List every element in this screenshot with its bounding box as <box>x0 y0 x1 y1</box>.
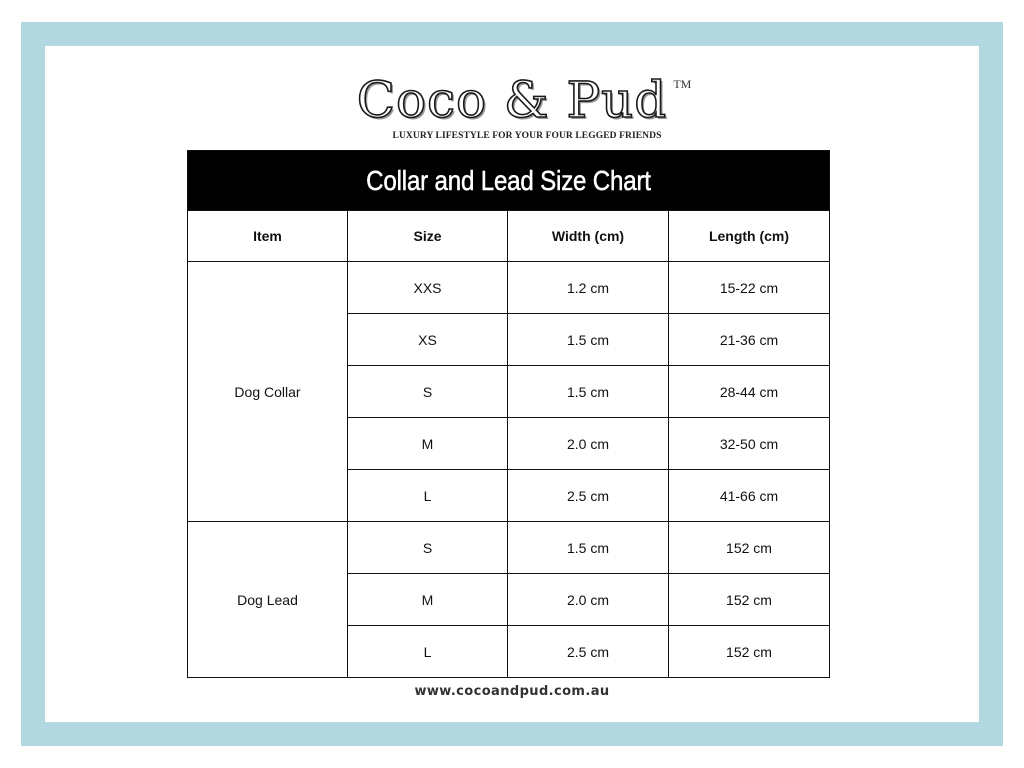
size-cell: S <box>348 366 508 418</box>
length-cell: 152 cm <box>669 626 830 678</box>
trademark-symbol: TM <box>673 77 692 91</box>
size-cell: L <box>348 626 508 678</box>
size-cell: L <box>348 470 508 522</box>
brand-logo <box>0 72 1024 128</box>
size-cell: XXS <box>348 262 508 314</box>
size-chart-table <box>187 150 830 678</box>
width-cell: 1.2 cm <box>508 262 669 314</box>
size-cell: M <box>348 574 508 626</box>
width-cell: 1.5 cm <box>508 314 669 366</box>
width-cell: 2.0 cm <box>508 418 669 470</box>
brand-logo-wordmark <box>356 71 692 129</box>
chart-title: Collar and Lead Size Chart <box>366 164 651 196</box>
brand-name: Coco & Pud <box>356 71 668 129</box>
chart-title-cell <box>188 151 830 211</box>
length-cell: 28-44 cm <box>669 366 830 418</box>
size-cell: S <box>348 522 508 574</box>
length-cell: 152 cm <box>669 522 830 574</box>
brand-tagline: LUXURY LIFESTYLE FOR YOUR FOUR LEGGED FRIENDS <box>392 131 662 141</box>
length-cell: 152 cm <box>669 574 830 626</box>
length-cell: 21-36 cm <box>669 314 830 366</box>
length-cell: 15-22 cm <box>669 262 830 314</box>
column-header: Length (cm) <box>669 211 830 262</box>
column-header: Size <box>348 211 508 262</box>
length-cell: 32-50 cm <box>669 418 830 470</box>
table-row <box>188 522 830 574</box>
length-cell: 41-66 cm <box>669 470 830 522</box>
width-cell: 2.5 cm <box>508 626 669 678</box>
item-cell-dog-lead: Dog Lead <box>188 522 348 678</box>
item-cell-dog-collar: Dog Collar <box>188 262 348 522</box>
table-header-row <box>188 211 830 262</box>
column-header: Item <box>188 211 348 262</box>
width-cell: 2.5 cm <box>508 470 669 522</box>
width-cell: 1.5 cm <box>508 366 669 418</box>
website-url: www.cocoandpud.com.au <box>414 684 610 699</box>
column-header: Width (cm) <box>508 211 669 262</box>
size-cell: M <box>348 418 508 470</box>
width-cell: 1.5 cm <box>508 522 669 574</box>
table-row <box>188 262 830 314</box>
width-cell: 2.0 cm <box>508 574 669 626</box>
size-cell: XS <box>348 314 508 366</box>
